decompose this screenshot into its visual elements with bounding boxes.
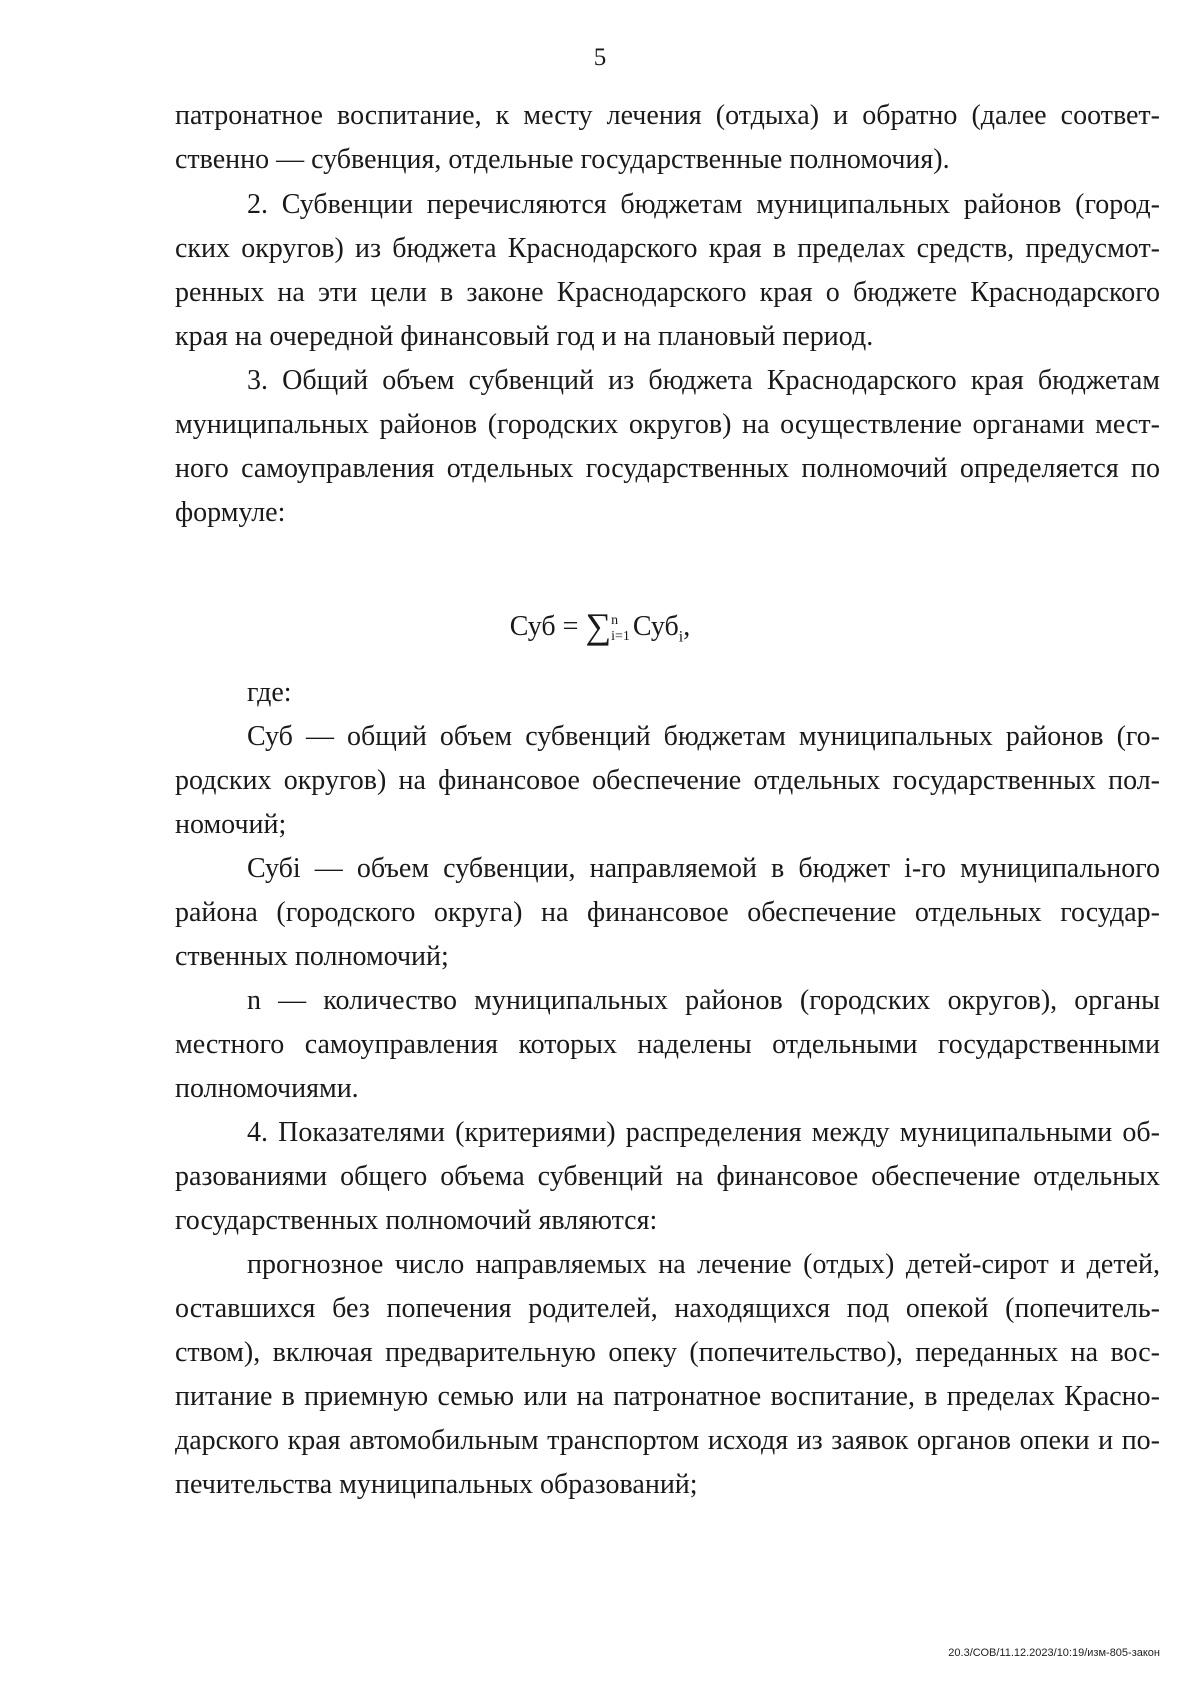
text-line: ного самоуправления отдельных государственных полномочий определяется по [175, 453, 1160, 484]
text-line: района (городского округа) на финансовое обеспечение отдельных государ- [175, 897, 1160, 928]
sum-limits [611, 613, 630, 645]
text-line: ственных полномочий; [175, 941, 449, 972]
text-line: номочий; [175, 809, 287, 840]
text-line: 2. Субвенции перечисляются бюджетам муниципальных районов (город- [247, 189, 1160, 220]
text-line: края на очередной финансовый год и на плановый период. [175, 321, 874, 352]
text-line: n — количество муниципальных районов (городских округов), органы [247, 985, 1160, 1016]
text-line: 4. Показателями (критериями) распределения между муниципальными об- [247, 1117, 1160, 1148]
text-line: ских округов) из бюджета Краснодарского края в пределах средств, предусмот- [175, 233, 1160, 264]
text-line: патронатное воспитание, к месту лечения (отдыха) и обратно (далее соответ- [175, 100, 1160, 131]
text-line: питание в приемную семью или на патронатное воспитание, в пределах Красно- [175, 1381, 1160, 1412]
paragraph-continuation [175, 94, 1160, 182]
text-line: разованиями общего объема субвенций на финансовое обеспечение отдельных [175, 1161, 1160, 1192]
text-line: где: [247, 677, 292, 708]
text-line: государственных полномочий являются: [175, 1205, 658, 1236]
text-line: ренных на эти цели в законе Краснодарского края о бюджете Краснодарского [175, 277, 1160, 308]
paragraphs-2-3 [175, 183, 1160, 535]
text-line: дарского края автомобильным транспортом исходя из заявок органов опеки и по- [175, 1425, 1160, 1456]
text-line: Субi — объем субвенции, направляемой в бюджет i-го муниципального [247, 853, 1160, 884]
text-line: Суб — общий объем субвенций бюджетам муниципальных районов (го- [247, 721, 1160, 752]
text-line: оставшихся без попечения родителей, находящихся под опекой (попечитель- [175, 1293, 1160, 1324]
formula-lhs: Суб = [509, 611, 579, 642]
text-line: местного самоуправления которых наделены отдельными государственными [175, 1029, 1160, 1060]
text-line: муниципальных районов (городских округов) на осуществление органами мест- [175, 409, 1160, 440]
page-number: 5 [593, 44, 607, 71]
text-line: 3. Общий объем субвенций из бюджета Краснодарского края бюджетам [247, 365, 1160, 396]
document-footer-code: 20.3/СОВ/11.12.2023/10:19/изм-805-закон [948, 1647, 1160, 1659]
text-line: родских округов) на финансовое обеспечение отдельных государственных пол- [175, 765, 1160, 796]
definitions-and-paragraph-4 [175, 671, 1160, 1507]
sum-formula [0, 604, 1200, 660]
formula-rhs: Суб [632, 611, 679, 642]
formula-rhs-index: i [678, 628, 684, 646]
text-line: формуле: [175, 497, 286, 528]
sigma-symbol: ∑ [585, 606, 612, 646]
text-line: ственно — субвенция, отдельные государственные полномочия). [175, 144, 950, 175]
sum-lower-limit: i=1 [611, 628, 630, 644]
formula-tail: , [683, 611, 691, 642]
text-line: ством), включая предварительную опеку (попечительство), переданных на вос- [175, 1337, 1160, 1368]
sum-upper-limit: n [611, 612, 619, 628]
text-line: печительства муниципальных образований; [175, 1469, 698, 1500]
text-line: прогнозное число направляемых на лечение (отдых) детей-сирот и детей, [247, 1249, 1160, 1280]
text-line: полномочиями. [175, 1073, 359, 1104]
